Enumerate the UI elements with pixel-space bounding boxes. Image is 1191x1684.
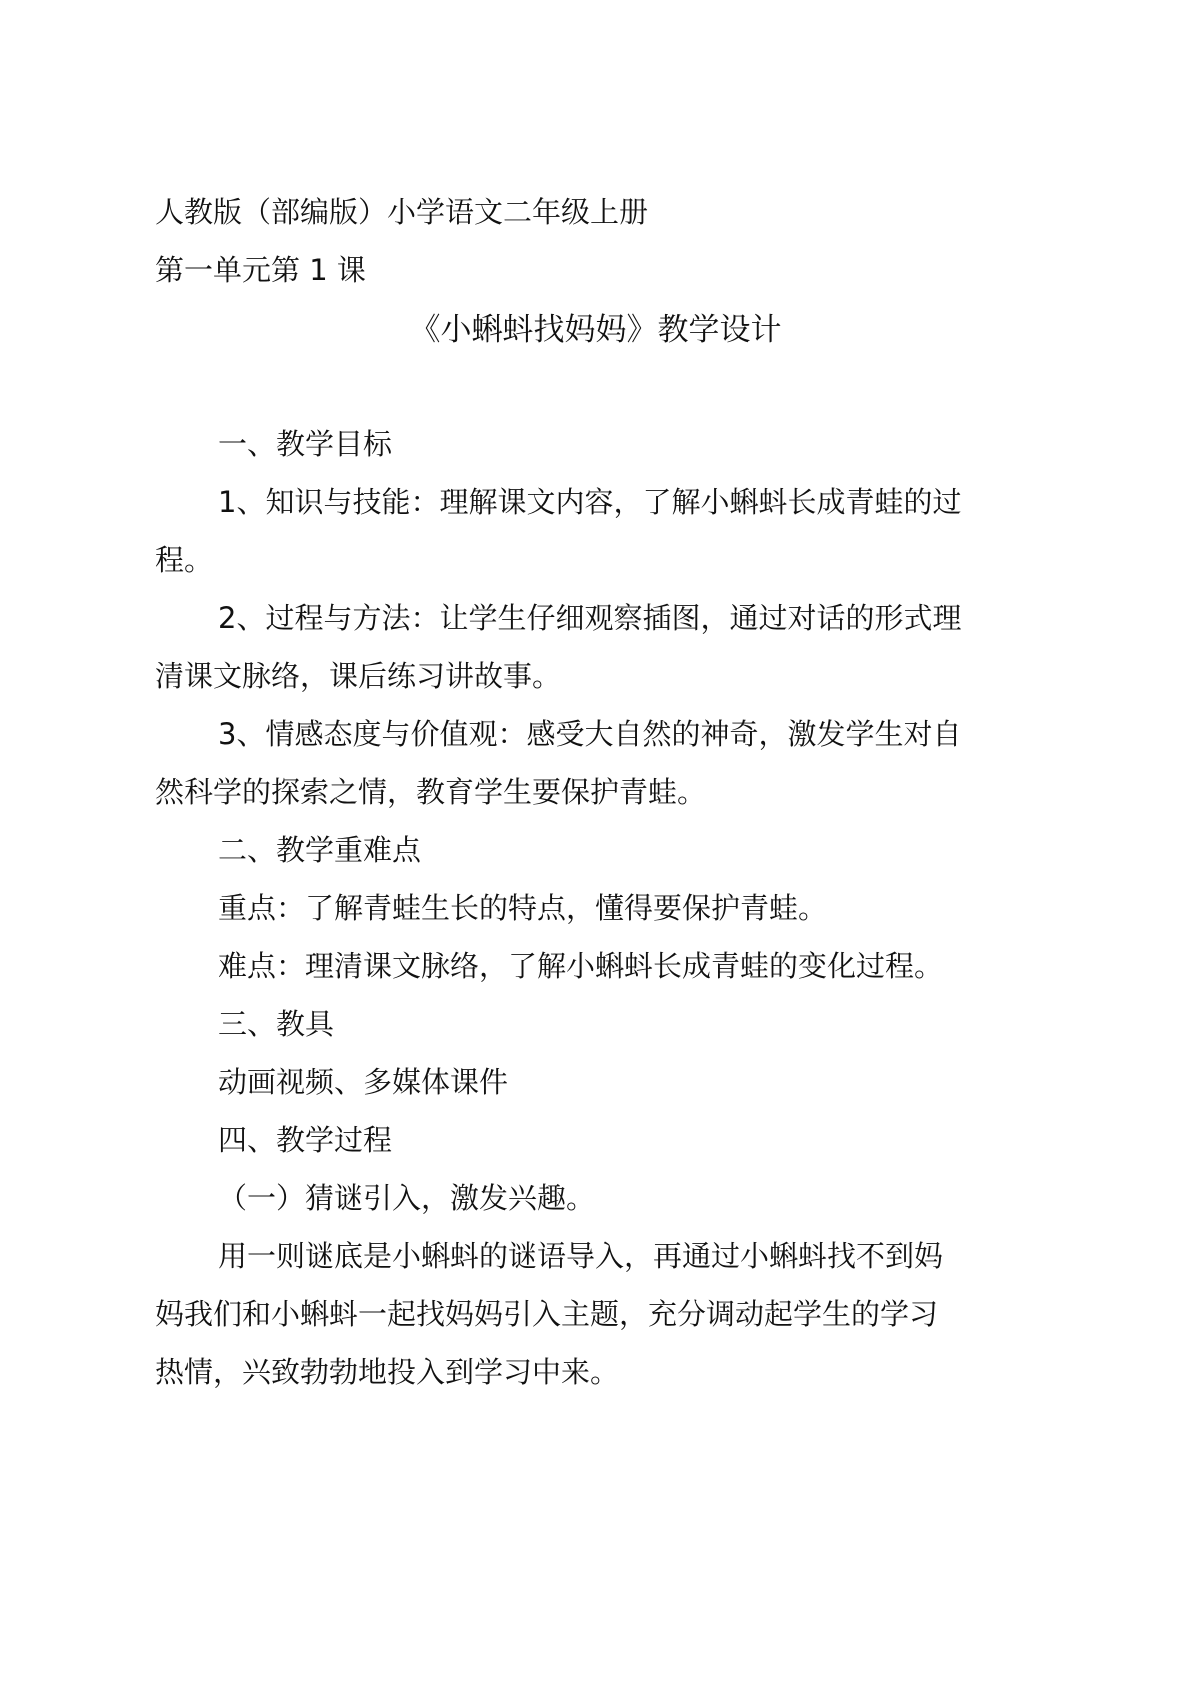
process-step-1-line-1: 用一则谜底是小蝌蚪的谜语导入，再通过小蝌蚪找不到妈 bbox=[218, 1239, 944, 1273]
objective-3-line-1: 3、情感态度与价值观：感受大自然的神奇，激发学生对自 bbox=[218, 717, 962, 751]
section-heading-tools: 三、教具 bbox=[218, 1007, 335, 1041]
objective-1-line-1: 1、知识与技能：理解课文内容，了解小蝌蚪长成青蛙的过 bbox=[218, 485, 962, 519]
section-heading-key-points: 二、教学重难点 bbox=[218, 833, 422, 867]
key-point-line: 重点：了解青蛙生长的特点，懂得要保护青蛙。 bbox=[218, 891, 828, 925]
difficulty-line: 难点：理清课文脉络，了解小蝌蚪长成青蛙的变化过程。 bbox=[218, 949, 944, 983]
process-step-1-line-3: 热情，兴致勃勃地投入到学习中来。 bbox=[155, 1355, 620, 1389]
edition-line: 人教版（部编版）小学语文二年级上册 bbox=[155, 195, 649, 229]
section-heading-process: 四、教学过程 bbox=[218, 1123, 393, 1157]
tools-content: 动画视频、多媒体课件 bbox=[218, 1065, 509, 1099]
lesson-line: 第一单元第 1 课 bbox=[155, 253, 366, 287]
process-step-1-line-2: 妈我们和小蝌蚪一起找妈妈引入主题，充分调动起学生的学习 bbox=[155, 1297, 939, 1331]
section-heading-objectives: 一、教学目标 bbox=[218, 427, 393, 461]
objective-3-line-2: 然科学的探索之情，教育学生要保护青蛙。 bbox=[155, 775, 707, 809]
document-title: 《小蝌蚪找妈妈》教学设计 bbox=[409, 312, 782, 348]
objective-2-line-2: 清课文脉络，课后练习讲故事。 bbox=[155, 659, 562, 693]
objective-2-line-1: 2、过程与方法：让学生仔细观察插图，通过对话的形式理 bbox=[218, 601, 962, 635]
objective-1-line-2: 程。 bbox=[155, 543, 214, 577]
process-step-1-heading: （一）猜谜引入，激发兴趣。 bbox=[218, 1181, 596, 1215]
